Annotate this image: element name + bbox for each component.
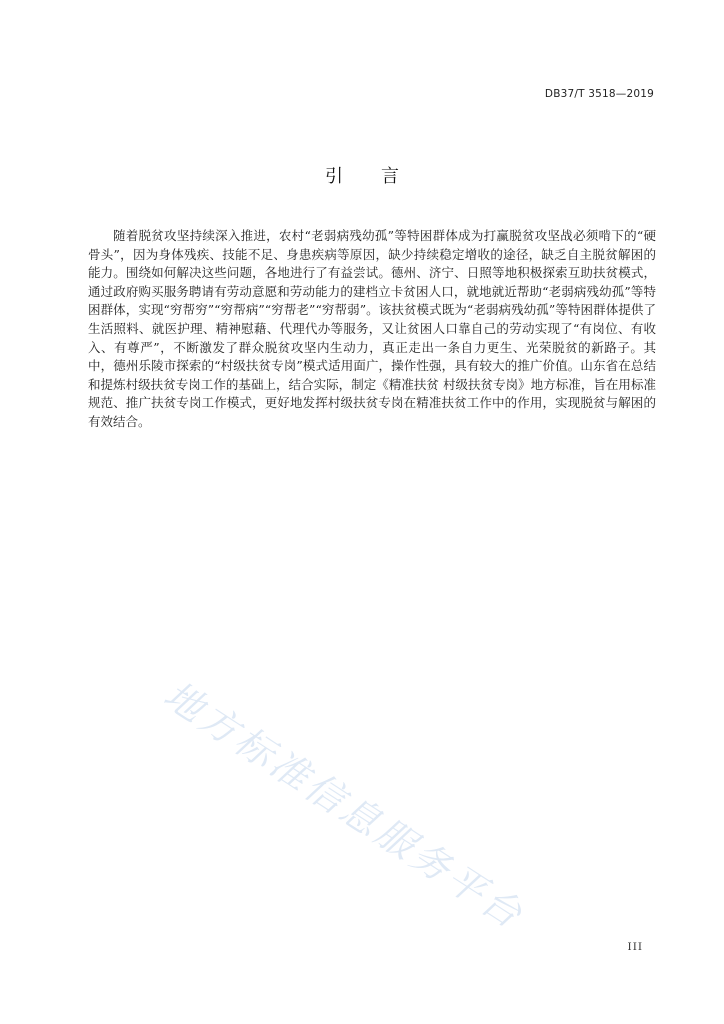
standard-document-number: DB37/T 3518—2019: [544, 88, 654, 100]
introduction-paragraph: 随着脱贫攻坚持续深入推进，农村“老弱病残幼孤”等特困群体成为打赢脱贫攻坚战必须啃下的“硬骨头”，因为身体残疾、技能不足、身患疾病等原因，缺少持续稳定增收的途径，缺乏自主脱贫解困的能力。围绕如何解决这些问题，各地进行了有益尝试。德州、济宁、日照等地积极探索互助扶贫模式，通过政府购买服务聘请有劳动意愿和劳动能力的建档立卡贫困人口，就地就近帮助“老弱病残幼孤”等特困群体，实现“穷帮穷”“穷帮病”“穷帮老”“穷帮弱”。该扶贫模式既为“老弱病残幼孤”等特困群体提供了生活照料、就医护理、精神慰藉、代理代办等服务，又让贫困人口靠自己的劳动实现了“有岗位、有收入、有尊严”，不断激发了群众脱贫攻坚内生动力，真正走出一条自力更生、光荣脱贫的新路子。其中，德州乐陵市探索的“村级扶贫专岗”模式适用面广，操作性强，具有较大的推广价值。山东省在总结和提炼村级扶贫专岗工作的基础上，结合实际，制定《精准扶贫 村级扶贫专岗》地方标准，旨在用标准规范、推广扶贫专岗工作模式，更好地发挥村级扶贫专岗在精准扶贫工作中的作用，实现脱贫与解困的有效结合。: [88, 228, 656, 429]
platform-watermark: 地方标准信息服务平台: [156, 672, 533, 939]
section-title: 引言: [325, 166, 437, 187]
page-number: III: [627, 941, 643, 953]
